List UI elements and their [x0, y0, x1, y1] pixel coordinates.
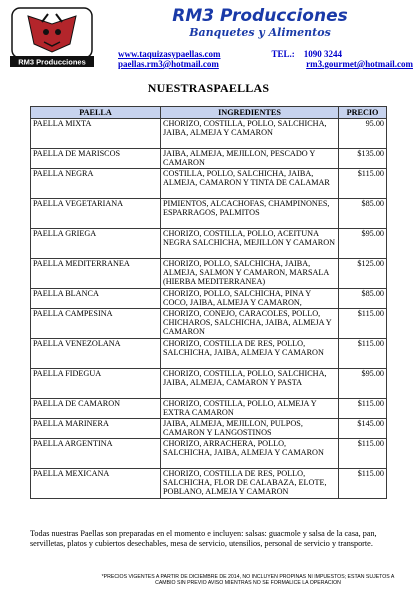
- header-ingredientes: INGREDIENTES: [161, 107, 339, 119]
- tel-label: TEL.:: [271, 49, 295, 59]
- paella-ingredients: CHORIZO, COSTILLA, POLLO, ALMEJA Y EXTRA CAMARON: [161, 399, 339, 419]
- table-row: [31, 469, 387, 499]
- paella-price: $115.00: [339, 439, 387, 469]
- paella-name: PAELLA MIXTA: [31, 119, 161, 149]
- paella-price: $115.00: [339, 339, 387, 369]
- table-row: [31, 369, 387, 399]
- company-logo: [8, 6, 96, 68]
- paella-name: PAELLA VENEZOLANA: [31, 339, 161, 369]
- paella-name: PAELLA FIDEGUA: [31, 369, 161, 399]
- paella-name: PAELLA MEXICANA: [31, 469, 161, 499]
- paella-name: PAELLA NEGRA: [31, 169, 161, 199]
- phone: [272, 49, 343, 59]
- table-row: [31, 169, 387, 199]
- table-row: [31, 339, 387, 369]
- paella-name: PAELLA VEGETARIANA: [31, 199, 161, 229]
- paella-name: PAELLA ARGENTINA: [31, 439, 161, 469]
- paella-ingredients: CHORIZO, COSTILLA, POLLO, ACEITUNA NEGRA SALCHICHA, MEJILLON Y CAMARON: [161, 229, 339, 259]
- paella-table: [30, 106, 387, 499]
- paella-ingredients: CHORIZO, POLLO, SALCHICHA, JAIBA, ALMEJA, SALMON Y CAMARON, MARSALA (HIERBA MEDITERRANEA): [161, 259, 339, 289]
- paella-name: PAELLA DE CAMARON: [31, 399, 161, 419]
- paella-price: $95.00: [339, 369, 387, 399]
- paella-price: $115.00: [339, 309, 387, 339]
- paella-price: 95.00: [339, 119, 387, 149]
- paella-price: $95.00: [339, 229, 387, 259]
- paella-price: $85.00: [339, 199, 387, 229]
- table-row: [31, 309, 387, 339]
- paella-name: PAELLA MARINERA: [31, 419, 161, 439]
- paella-ingredients: CHORIZO, CONEJO, CARACOLES, POLLO, CHICHAROS, SALCHICHA, JAIBA, ALMEJA Y CAMARON: [161, 309, 339, 339]
- paella-price: $115.00: [339, 169, 387, 199]
- table-row: [31, 119, 387, 149]
- paella-name: PAELLA BLANCA: [31, 289, 161, 309]
- paella-ingredients: CHORIZO, COSTILLA, POLLO, SALCHICHA, JAIBA, ALMEJA, CAMARON Y PASTA: [161, 369, 339, 399]
- table-header-row: [31, 107, 387, 119]
- paella-price: $85.00: [339, 289, 387, 309]
- paella-price: $135.00: [339, 149, 387, 169]
- table-row: [31, 199, 387, 229]
- email-link-1[interactable]: paellas.rm3@hotmail.com: [118, 59, 219, 69]
- paella-ingredients: CHORIZO, COSTILLA DE RES, POLLO, SALCHICHA, FLOR DE CALABAZA, ELOTE, POBLANO, ALMEJA Y CAMARON: [161, 469, 339, 499]
- paella-ingredients: CHORIZO, ARRACHERA, POLLO, SALCHICHA, JAIBA, ALMEJA Y CAMARON: [161, 439, 339, 469]
- table-row: [31, 289, 387, 309]
- paella-ingredients: CHORIZO, COSTILLA DE RES, POLLO, SALCHICHA, JAIBA, ALMEJA Y CAMARON: [161, 339, 339, 369]
- brand-tagline: Banquetes y Alimentos: [189, 26, 331, 39]
- paella-price: $145.00: [339, 419, 387, 439]
- paella-price: $115.00: [339, 399, 387, 419]
- paella-ingredients: COSTILLA, POLLO, SALCHICHA, JAIBA, ALMEJA, CAMARON Y TINTA DE CALAMAR: [161, 169, 339, 199]
- brand-block: [110, 6, 410, 40]
- table-row: [31, 399, 387, 419]
- paella-ingredients: CHORIZO, POLLO, SALCHICHA, PINA Y COCO, JAIBA, ALMEJA Y CAMARON,: [161, 289, 339, 309]
- paella-name: PAELLA DE MARISCOS: [31, 149, 161, 169]
- paella-ingredients: CHORIZO, COSTILLA, POLLO, SALCHICHA, JAIBA, ALMEJA Y CAMARON: [161, 119, 339, 149]
- header-paella: PAELLA: [31, 107, 161, 119]
- brand-name: RM3 Producciones: [172, 6, 348, 26]
- paella-price: $125.00: [339, 259, 387, 289]
- paella-price: $115.00: [339, 469, 387, 499]
- paella-ingredients: JAIBA, ALMEJA, MEJILLON, PULPOS, CAMARON Y LANGOSTINOS: [161, 419, 339, 439]
- table-row: [31, 439, 387, 469]
- logo-text: RM3 Producciones: [18, 57, 86, 67]
- paella-name: PAELLA MEDITERRANEA: [31, 259, 161, 289]
- page-title: NUESTRASPAELLAS: [147, 81, 270, 95]
- paella-ingredients: JAIBA, ALMEJA, MEJILLON, PESCADO Y CAMARON: [161, 149, 339, 169]
- email-link-2[interactable]: rm3.gourmet@hotmail.com: [306, 59, 413, 69]
- header-precio: PRECIO: [339, 107, 387, 119]
- fine-print: *PRECIOS VIGENTES A PARTIR DE DICIEMBRE DE 2014, NO INCLUYEN PROPINAS NI IMPUESTOS; ESTAN SUJETOS A CAMBIO SIN PREVIO AVISO MIENTRAS NO SE FORMALICE LA OPERACION: [101, 574, 395, 587]
- table-row: [31, 149, 387, 169]
- table-row: [31, 419, 387, 439]
- paella-name: PAELLA GRIEGA: [31, 229, 161, 259]
- table-row: [31, 229, 387, 259]
- paella-name: PAELLA CAMPESINA: [31, 309, 161, 339]
- website-link[interactable]: www.taquizasypaellas.com: [118, 49, 221, 59]
- paella-ingredients: PIMIENTOS, ALCACHOFAS, CHAMPINONES, ESPARRAGOS, PALMITOS: [161, 199, 339, 229]
- footer-note: Todas nuestras Paellas son preparadas en el momento e incluyen: salsas: guacmole y salsa de la casa, pan, servilletas, platos y cubiertos desechables, mesa de servicio, utensilios, personal de servicio y transporte.: [30, 529, 377, 548]
- tel-number: 1090 3244: [303, 49, 343, 59]
- table-row: [31, 259, 387, 289]
- contact-info: [118, 49, 413, 69]
